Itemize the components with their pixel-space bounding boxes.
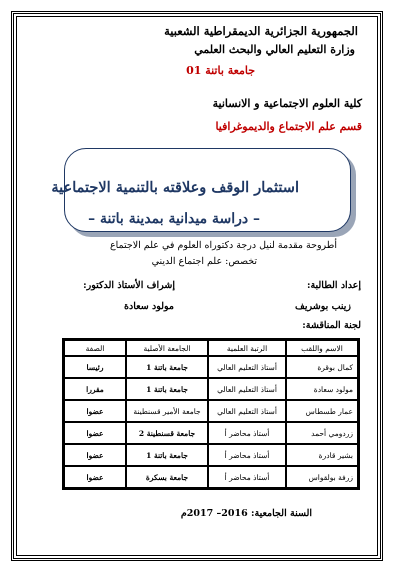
member-role: رئيسا [64, 356, 126, 378]
republic-heading: الجمهورية الجزائرية الديمقراطية الشعبية [164, 24, 358, 38]
table-row [64, 400, 358, 422]
faculty-heading: كلية العلوم الاجتماعية و الانسانية [212, 97, 362, 110]
member-role: عضوا [64, 400, 126, 422]
member-name: مولود سعادة [286, 378, 358, 400]
student-name: زينب بوشريف [295, 301, 351, 312]
member-university: جامعة باتنة 1 [126, 444, 208, 466]
supervisor-name: مولود سعادة [124, 301, 174, 312]
member-university: جامعة باتنة 1 [126, 378, 208, 400]
member-rank: أستاذ التعليم العالي [208, 400, 286, 422]
table-row [64, 356, 358, 378]
specialty-line: تخصص: علم اجتماع الديني [151, 256, 257, 267]
member-university: جامعة بسكرة [126, 466, 208, 488]
committee-header-row [64, 340, 358, 356]
member-rank: أستاذ التعليم العالي [208, 356, 286, 378]
member-university: جامعة الأمير قسنطينة [126, 400, 208, 422]
member-role: عضوا [64, 444, 126, 466]
header-name: الاسم واللقب [286, 340, 358, 356]
member-name: بشير قادرة [286, 444, 358, 466]
member-name: زرفة بولقواس [286, 466, 358, 488]
ministry-heading: وزارة التعليم العالي والبحث العلمي [194, 43, 355, 56]
committee-table [62, 338, 360, 490]
academic-year: السنة الجامعية: 2016– 2017م [180, 508, 312, 519]
header-rank: الرتبة العلمية [208, 340, 286, 356]
table-row [64, 466, 358, 488]
member-rank: أستاذ التعليم العالي [208, 378, 286, 400]
university-heading: جامعة باتنة 01 [186, 64, 255, 77]
committee-label: لجنة المناقشة: [302, 320, 361, 331]
member-role: عضوا [64, 466, 126, 488]
member-role: عضوا [64, 422, 126, 444]
thesis-title: استثمار الوقف وعلاقته بالتنمية الاجتماعية [51, 179, 299, 196]
table-row [64, 378, 358, 400]
table-row [64, 422, 358, 444]
member-rank: أستاذ محاضر أ [208, 444, 286, 466]
department-heading: قسم علم الاجتماع والديموغرافيا [215, 120, 362, 133]
member-rank: أستاذ محاضر أ [208, 422, 286, 444]
supervisor-label: إشراف الأستاذ الدكتور: [83, 280, 175, 291]
dissertation-statement: أطروحة مقدمة لنيل درجة دكتوراه العلوم في علم الاجتماع [109, 240, 337, 251]
member-university: جامعة باتنة 1 [126, 356, 208, 378]
header-role: الصفة [64, 340, 126, 356]
member-rank: أستاذ محاضر أ [208, 466, 286, 488]
thesis-subtitle: – دراسة ميدانية بمدينة باتنة – [88, 211, 260, 227]
student-label: إعداد الطالبة: [306, 280, 361, 291]
member-name: عمار طسطاس [286, 400, 358, 422]
member-name: كمال بوقرة [286, 356, 358, 378]
member-university: جامعة قسنطينة 2 [126, 422, 208, 444]
title-box [51, 148, 351, 232]
header-university: الجامعة الأصلية [126, 340, 208, 356]
member-role: مقررا [64, 378, 126, 400]
table-row [64, 444, 358, 466]
member-name: زردومي أحمد [286, 422, 358, 444]
